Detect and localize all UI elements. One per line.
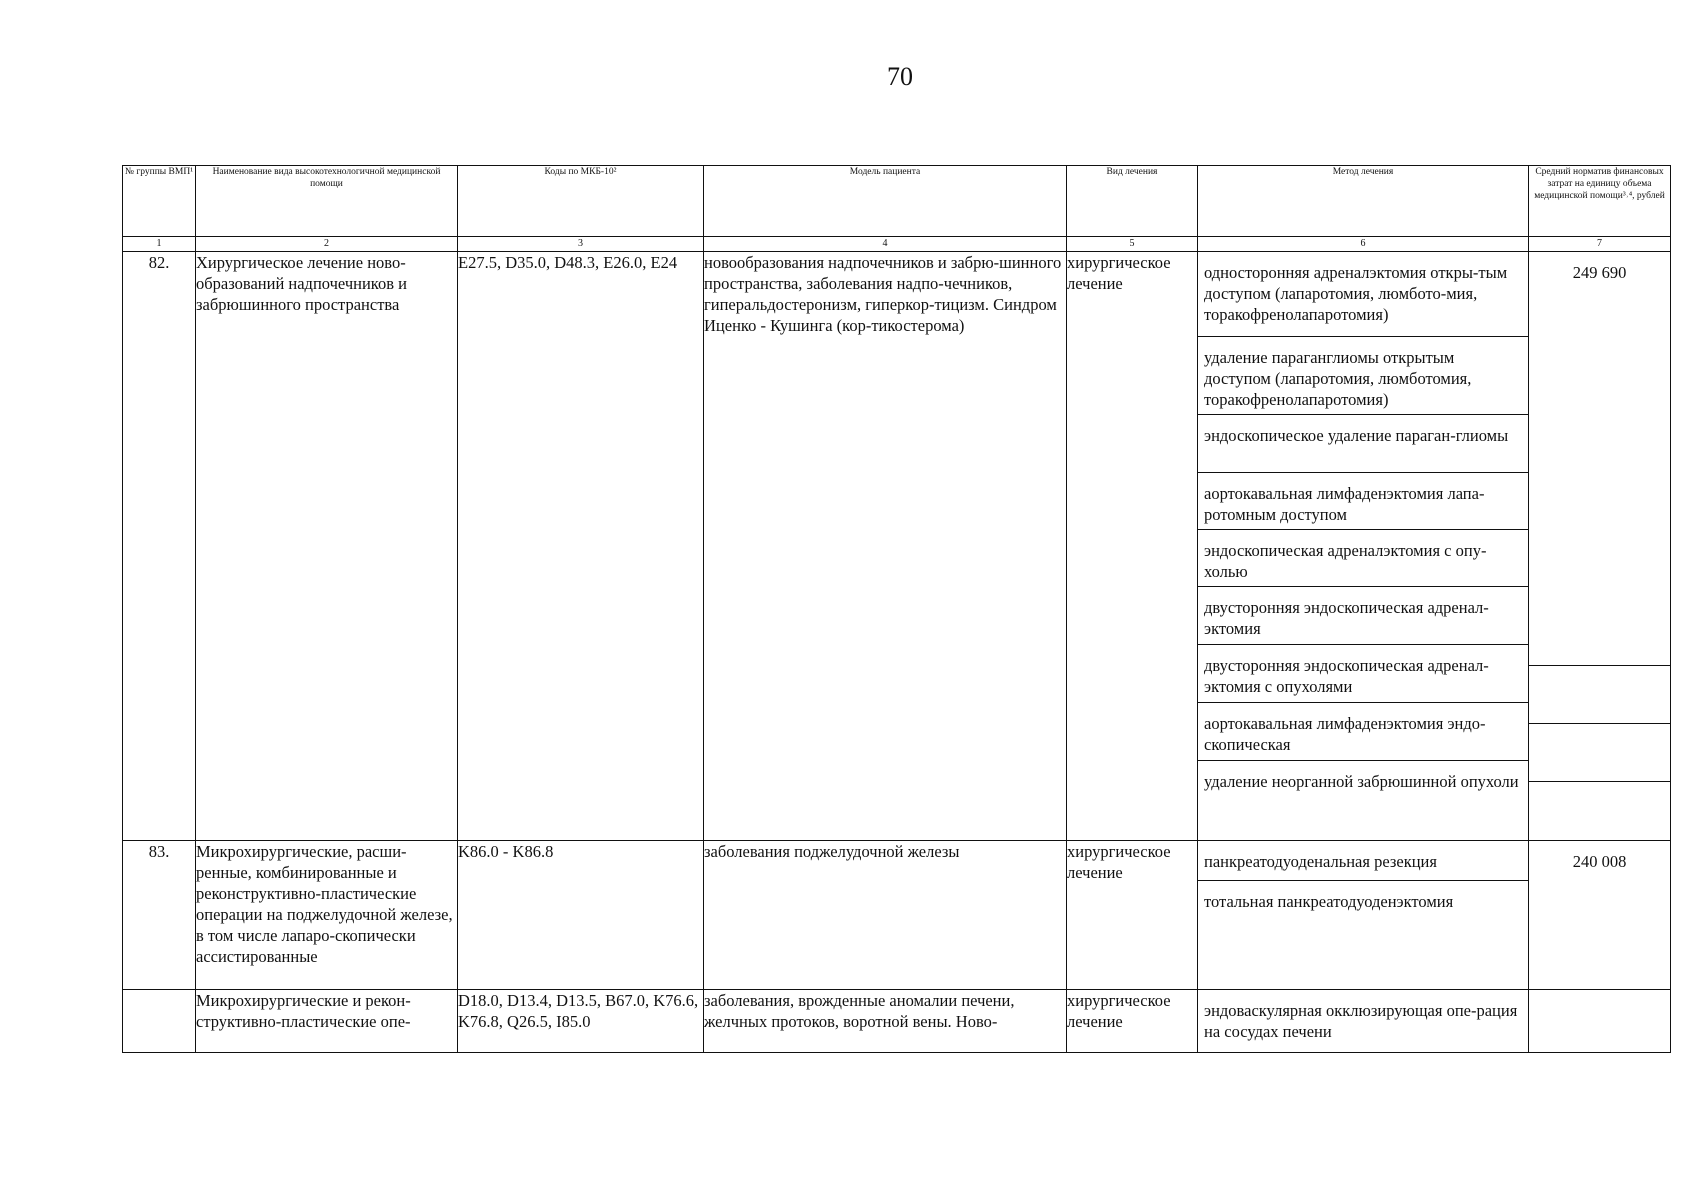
treatment-methods <box>1198 841 1529 990</box>
average-cost <box>1529 990 1671 1053</box>
table-row <box>123 252 1671 841</box>
cost-empty <box>1529 782 1670 840</box>
header-codes: Коды по МКБ-10² <box>458 166 704 237</box>
header-row <box>123 166 1671 237</box>
column-number: 7 <box>1529 237 1671 252</box>
icd-codes: D18.0, D13.4, D13.5, B67.0, K76.6, K76.8, Q26.5, I85.0 <box>458 990 704 1053</box>
patient-model: заболевания поджелудочной железы <box>704 841 1067 990</box>
column-number: 4 <box>704 237 1067 252</box>
header-cost: Средний норматив финансовых затрат на единицу объема медицинской помощи³˒⁴, рублей <box>1529 166 1671 237</box>
group-number: 83. <box>123 841 196 990</box>
column-number: 5 <box>1067 237 1198 252</box>
care-type-name: Хирургическое лечение ново-образований надпочечников и забрюшинного пространства <box>196 252 458 841</box>
method-item: двусторонняя эндоскопическая адренал-эктомия <box>1198 587 1528 645</box>
header-group: № группы ВМП¹ <box>123 166 196 237</box>
average-cost: 249 690 <box>1529 252 1670 666</box>
care-type-name: Микрохирургические, расши-ренные, комбинированные и реконструктивно-пластические операции на поджелудочной железе, в том числе лапаро-скопически ассистированные <box>196 841 458 990</box>
method-item: аортокавальная лимфаденэктомия лапа-ротомным доступом <box>1198 473 1528 530</box>
column-number-row <box>123 237 1671 252</box>
vmp-table <box>122 165 1671 1053</box>
treatment-type: хирургическое лечение <box>1067 990 1198 1053</box>
method-item: аортокавальная лимфаденэктомия эндо-скопическая <box>1198 703 1528 761</box>
method-item: эндоваскулярная окклюзирующая опе-рация на сосудах печени <box>1204 1001 1518 1041</box>
treatment-methods <box>1198 252 1529 841</box>
column-number: 1 <box>123 237 196 252</box>
patient-model: новообразования надпочечников и забрю-шинного пространства, заболевания надпо-чечников, гиперальдостеронизм, гиперкор-тицизм. Синдром Иценко - Кушинга (кор-тикостерома) <box>704 252 1067 841</box>
page-number: 70 <box>887 62 913 91</box>
icd-codes: K86.0 - K86.8 <box>458 841 704 990</box>
treatment-type: хирургическое лечение <box>1067 841 1198 990</box>
method-item: панкреатодуоденальная резекция <box>1198 841 1528 881</box>
treatment-methods <box>1198 990 1529 1053</box>
method-item: эндоскопическая адреналэктомия с опу-холью <box>1198 530 1528 587</box>
column-number: 2 <box>196 237 458 252</box>
method-item: односторонняя адреналэктомия откры-тым доступом (лапаротомия, люмбото-мия, торакофренолапаротомия) <box>1198 252 1528 337</box>
column-number: 3 <box>458 237 704 252</box>
method-item: двусторонняя эндоскопическая адренал-эктомия с опухолями <box>1198 645 1528 703</box>
method-item: удаление неорганной забрюшинной опухоли <box>1204 772 1519 791</box>
method-item: удаление параганглиомы открытым доступом (лапаротомия, люмботомия, торакофренолапаротомия) <box>1198 337 1528 415</box>
cost-cells <box>1529 841 1671 990</box>
header-treatment: Вид лечения <box>1067 166 1198 237</box>
header-model: Модель пациента <box>704 166 1067 237</box>
cost-cells <box>1529 252 1671 841</box>
care-type-name: Микрохирургические и рекон-структивно-пластические опе- <box>196 990 458 1053</box>
cost-empty <box>1529 724 1670 782</box>
method-item: тотальная панкреатодуоденэктомия <box>1204 892 1454 911</box>
header-name: Наименование вида высокотехнологичной медицинской помощи <box>196 166 458 237</box>
method-item: эндоскопическое удаление параган-глиомы <box>1198 415 1528 473</box>
table-row <box>123 990 1671 1053</box>
column-number: 6 <box>1198 237 1529 252</box>
group-number: 82. <box>123 252 196 841</box>
patient-model: заболевания, врожденные аномалии печени, желчных протоков, воротной вены. Ново- <box>704 990 1067 1053</box>
group-number <box>123 990 196 1053</box>
cost-empty <box>1529 666 1670 724</box>
table-row <box>123 841 1671 990</box>
treatment-type: хирургическое лечение <box>1067 252 1198 841</box>
icd-codes: E27.5, D35.0, D48.3, E26.0, E24 <box>458 252 704 841</box>
average-cost: 240 008 <box>1572 852 1627 871</box>
header-method: Метод лечения <box>1198 166 1529 237</box>
